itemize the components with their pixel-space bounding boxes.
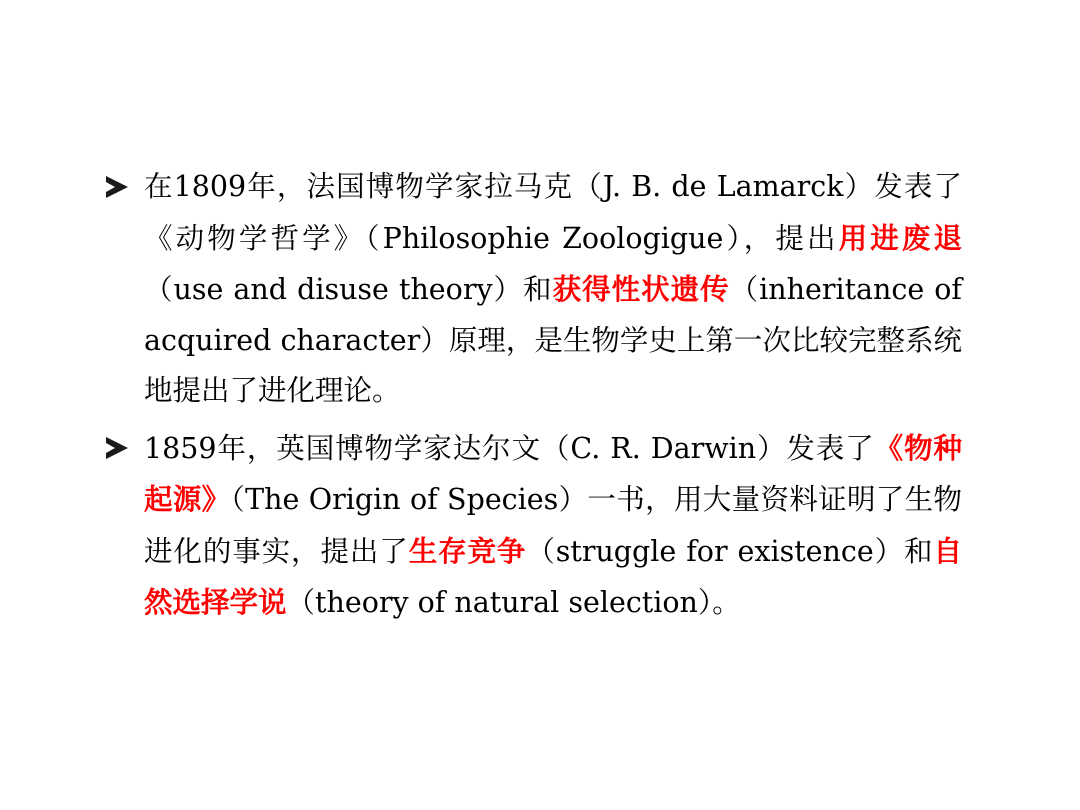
darwin-intro-text: 1859年，英国博物学家达尔文（C. R. Darwin）发表了	[144, 431, 875, 465]
lamarck-conclusion-text: （inheritance of acquired character）原理，是生物学史上第一次比较完整系统地提出了进化理论。	[144, 273, 962, 407]
use-and-disuse-english-text: （use and disuse theory）和	[144, 273, 553, 306]
origin-of-species-english-text: （The Origin of Species）一书，用大量资料证明了生物进化的事实，提出了	[144, 483, 962, 568]
struggle-for-existence-highlight: 生存竞争	[408, 533, 527, 568]
bullet-item-lamarck	[102, 162, 962, 417]
bullet-list	[102, 162, 962, 635]
struggle-for-existence-english-text: （struggle for existence）和	[526, 534, 934, 568]
bullet-item-darwin	[102, 423, 962, 629]
natural-selection-highlight: 自然选择学说	[144, 533, 962, 619]
origin-of-species-highlight: 《物种起源》	[144, 430, 962, 516]
lamarck-intro-text: 在1809年，法国博物学家拉马克（J. B. de Lamarck）发表了《动物学哲学》（Philosophie Zoologigue），提出	[144, 170, 962, 255]
natural-selection-english-text: （theory of natural selection）。	[286, 586, 741, 619]
use-and-disuse-highlight: 用进废退	[838, 220, 962, 255]
arrowhead-bullet-icon	[106, 176, 128, 198]
acquired-inheritance-highlight: 获得性状遗传	[552, 272, 730, 306]
arrowhead-bullet-icon	[106, 437, 128, 459]
